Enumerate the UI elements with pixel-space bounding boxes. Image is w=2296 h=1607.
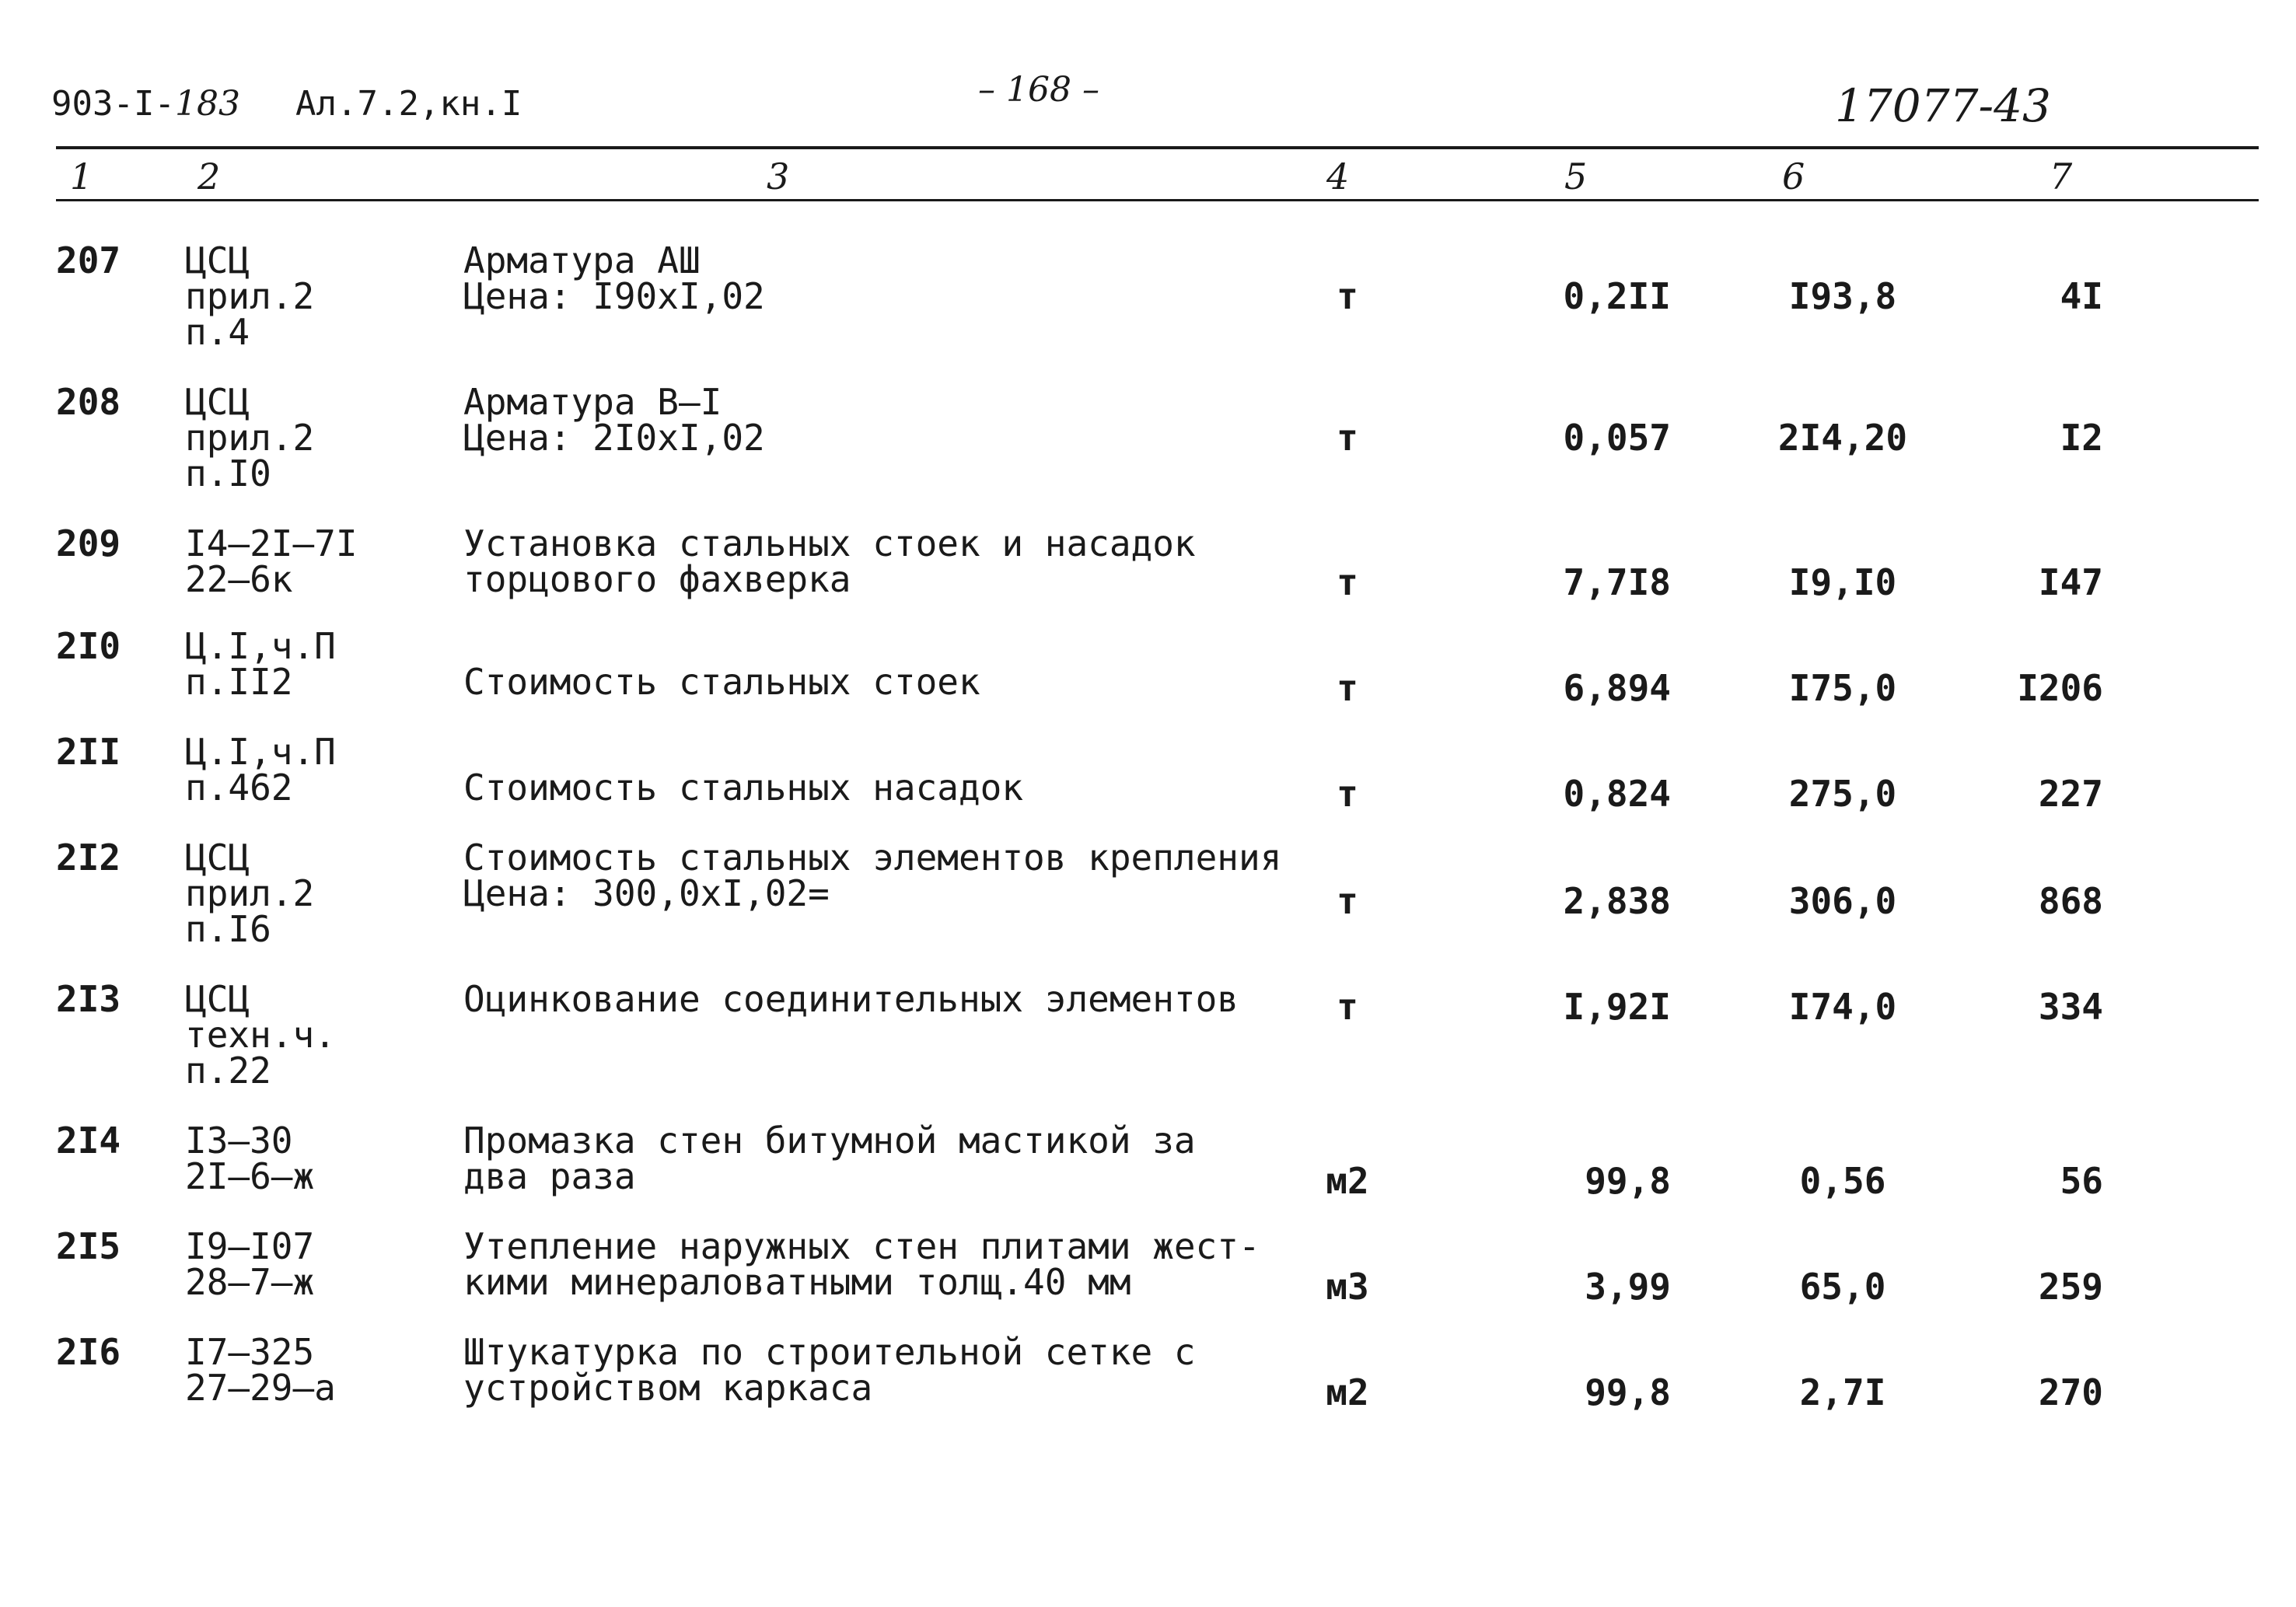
- column-number-5: 5: [1564, 155, 1588, 197]
- row-quantity: 7,7I8: [1563, 561, 1671, 603]
- row-number: 2I2: [56, 837, 121, 879]
- row-description: Арматура В–I Цена: 2I0хI,02: [463, 381, 765, 459]
- row-number: 209: [56, 522, 121, 564]
- row-reference: Ц.I,ч.П п.462: [185, 731, 336, 809]
- row-unit-price: 0,56: [1799, 1160, 1886, 1202]
- row-number: 2I0: [56, 625, 121, 667]
- row-quantity: 0,2II: [1563, 275, 1671, 317]
- row-unit-price: 2I4,20: [1777, 417, 1908, 459]
- row-unit: т: [1337, 773, 1358, 815]
- row-quantity: 99,8: [1585, 1371, 1671, 1413]
- row-unit-price: 306,0: [1788, 880, 1897, 922]
- row-total: I206: [2017, 667, 2103, 709]
- row-total: 868: [2038, 880, 2103, 922]
- row-quantity: I,92I: [1563, 986, 1671, 1028]
- row-total: 56: [2060, 1160, 2103, 1202]
- row-description: Утепление наружных стен плитами жест- кими минераловатными толщ.40 мм: [463, 1225, 1260, 1303]
- row-quantity: 0,057: [1563, 417, 1671, 459]
- row-unit-price: 65,0: [1799, 1266, 1886, 1308]
- album-reference: Ал.7.2,кн.I: [295, 84, 522, 124]
- row-unit-price: I9,I0: [1788, 561, 1897, 603]
- row-description: Установка стальных стоек и насадок торцового фахверка: [463, 522, 1196, 600]
- row-reference: ЦСЦ техн.ч. п.22: [185, 978, 336, 1092]
- row-unit: м2: [1326, 1160, 1369, 1202]
- row-total: 227: [2038, 773, 2103, 815]
- row-reference: ЦСЦ прил.2 п.4: [185, 239, 315, 353]
- row-unit-price: 2,7I: [1799, 1371, 1886, 1413]
- column-number-4: 4: [1326, 155, 1350, 197]
- row-unit: м3: [1326, 1266, 1369, 1308]
- row-description: Оцинкование соединительных элементов: [463, 978, 1239, 1020]
- row-total: 270: [2038, 1371, 2103, 1413]
- row-description: Стоимость стальных стоек: [463, 661, 980, 703]
- row-unit: т: [1337, 880, 1358, 922]
- row-quantity: 0,824: [1563, 773, 1671, 815]
- row-number: 2II: [56, 731, 121, 773]
- row-reference: I4–2I–7I 22–6к: [185, 522, 358, 600]
- row-total: 4I: [2060, 275, 2103, 317]
- header-rule-bottom: [56, 199, 2259, 201]
- row-total: 259: [2038, 1266, 2103, 1308]
- row-number: 2I4: [56, 1120, 121, 1162]
- row-reference: ЦСЦ прил.2 п.I6: [185, 837, 315, 950]
- column-number-1: 1: [70, 155, 93, 197]
- document-code-prefix: 903-I-: [51, 84, 175, 124]
- row-reference: I3–30 2I–6–ж: [185, 1120, 315, 1197]
- column-number-2: 2: [197, 155, 221, 197]
- row-unit: т: [1337, 417, 1358, 459]
- row-unit-price: I93,8: [1788, 275, 1897, 317]
- row-number: 2I3: [56, 978, 121, 1020]
- page-number: – 168 –: [978, 70, 1099, 110]
- row-unit-price: 275,0: [1788, 773, 1897, 815]
- row-quantity: 2,838: [1563, 880, 1671, 922]
- row-unit: т: [1337, 986, 1358, 1028]
- column-number-3: 3: [767, 155, 790, 197]
- row-description: Стоимость стальных элементов крепления Цена: 300,0хI,02=: [463, 837, 1282, 914]
- row-description: Арматура АШ Цена: I90хI,02: [463, 239, 765, 317]
- row-description: Промазка стен битумной мастикой за два раза: [463, 1120, 1196, 1197]
- row-number: 208: [56, 381, 121, 423]
- document-code: [51, 84, 240, 124]
- row-unit-price: I74,0: [1788, 986, 1897, 1028]
- row-total: I47: [2038, 561, 2103, 603]
- row-description: Стоимость стальных насадок: [463, 767, 1024, 809]
- row-number: 2I6: [56, 1331, 121, 1373]
- row-unit: т: [1337, 275, 1358, 317]
- document-code-handwritten: 183: [174, 84, 240, 124]
- row-unit: т: [1337, 667, 1358, 709]
- row-reference: ЦСЦ прил.2 п.I0: [185, 381, 315, 494]
- row-reference: Ц.I,ч.П п.II2: [185, 625, 336, 703]
- row-total: 334: [2038, 986, 2103, 1028]
- row-reference: I7–325 27–29–а: [185, 1331, 336, 1409]
- row-quantity: 6,894: [1563, 667, 1671, 709]
- row-number: 207: [56, 239, 121, 281]
- sheet-code: 17077-43: [1835, 79, 2051, 132]
- row-quantity: 3,99: [1585, 1266, 1671, 1308]
- row-unit: м2: [1326, 1371, 1369, 1413]
- row-number: 2I5: [56, 1225, 121, 1267]
- header-rule-top: [56, 146, 2259, 149]
- column-number-7: 7: [2050, 155, 2073, 197]
- column-number-6: 6: [1782, 155, 1805, 197]
- row-unit-price: I75,0: [1788, 667, 1897, 709]
- row-total: I2: [2060, 417, 2103, 459]
- row-description: Штукатурка по строительной сетке с устройством каркаса: [463, 1331, 1196, 1409]
- row-reference: I9–I07 28–7–ж: [185, 1225, 315, 1303]
- row-quantity: 99,8: [1585, 1160, 1671, 1202]
- row-unit: т: [1337, 561, 1358, 603]
